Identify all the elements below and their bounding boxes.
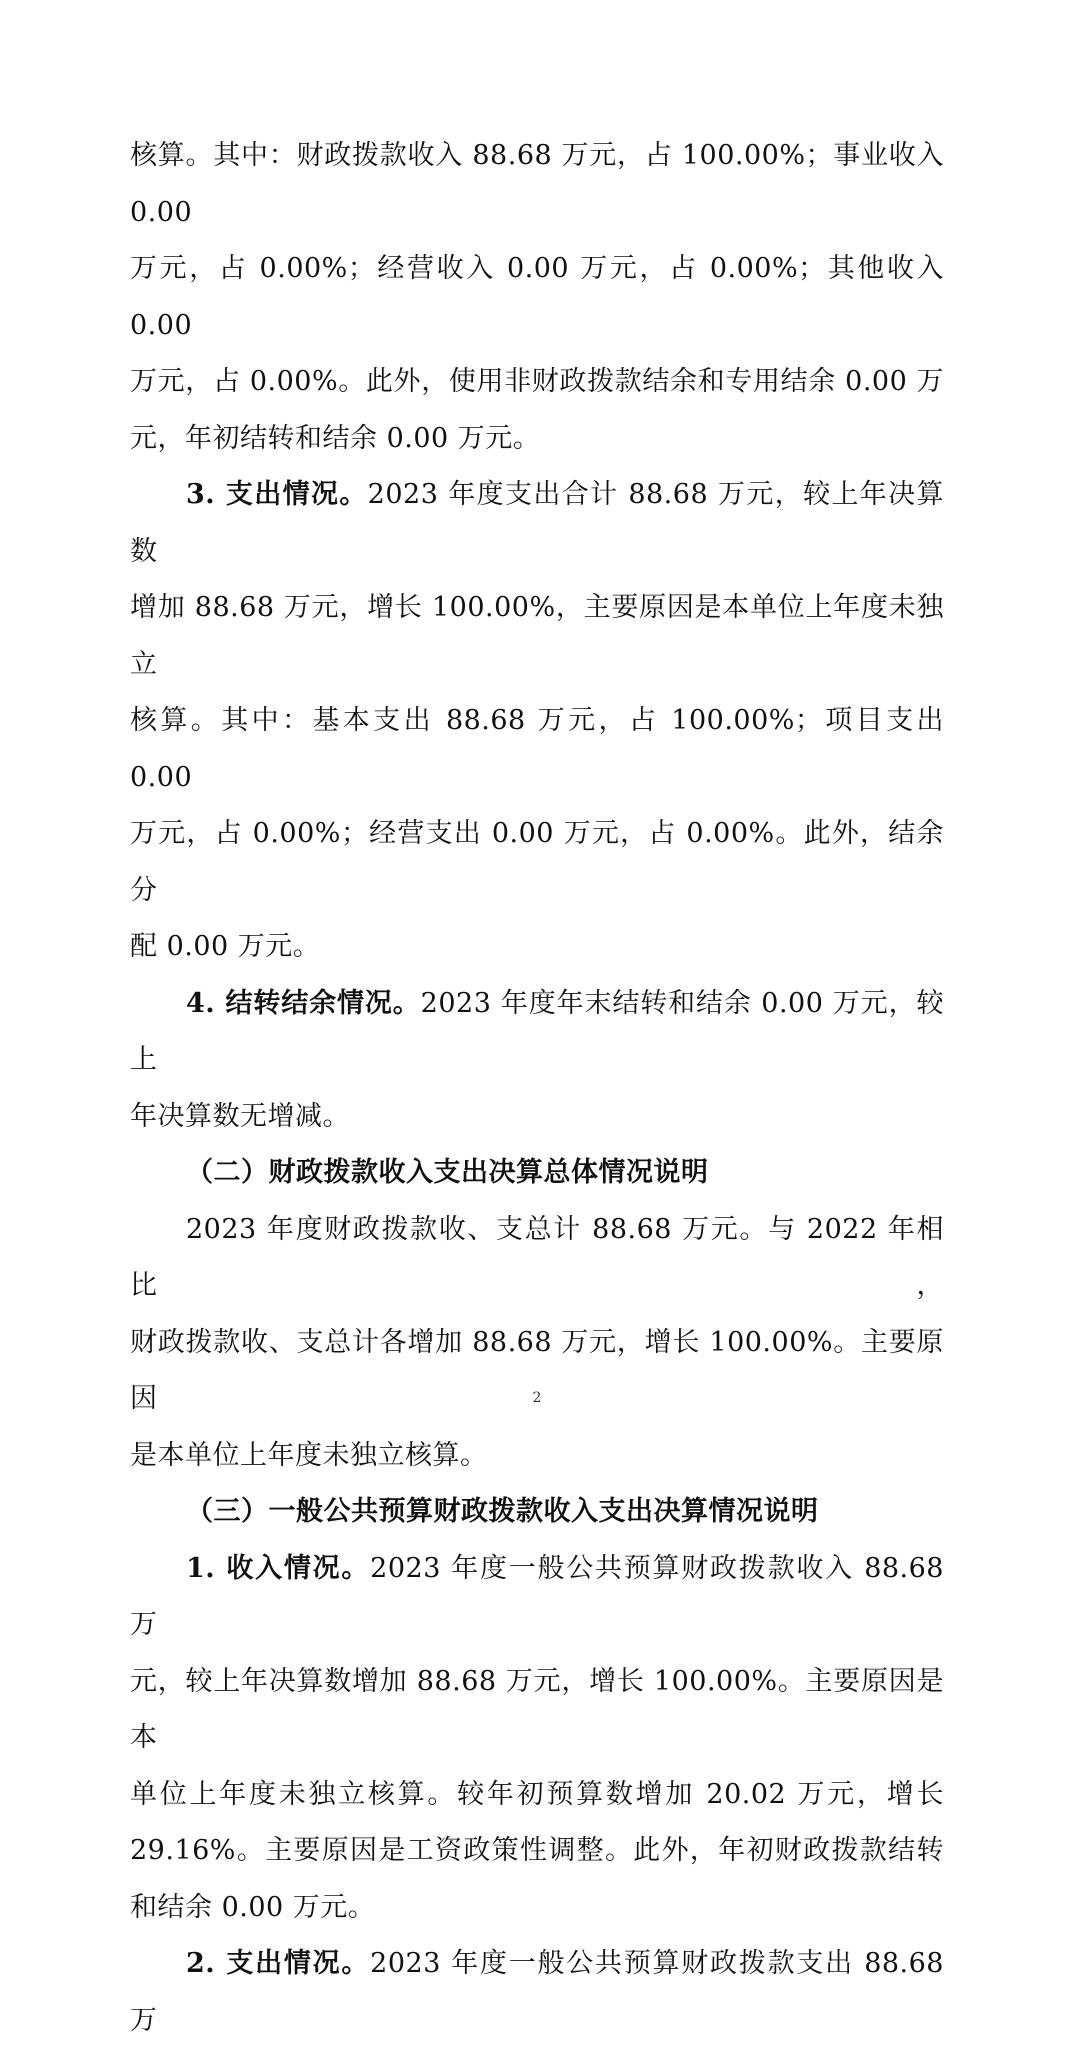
section-heading: （二）财政拨款收入支出决算总体情况说明 — [186, 1157, 709, 1188]
paragraph-general-income — [130, 1541, 944, 1937]
paragraph-fiscal-overview — [130, 1202, 944, 1485]
text-line: 核算。其中：基本支出 88.68 万元，占 100.00%；项目支出 0.00 — [130, 705, 944, 793]
text-line: 增加 88.68 万元，增长 100.00%，主要原因是本单位上年度未独立 — [130, 592, 944, 680]
text-line: 配 0.00 万元。 — [130, 931, 321, 962]
text-run: 2023 年度支出合计 88.68 万元，较上年决算数 — [130, 479, 944, 567]
text-line — [130, 976, 944, 1089]
text-line: 元，较上年决算数增加 88.68 万元，增长 100.00%。主要原因是本 — [130, 1665, 944, 1753]
text-line: 是本单位上年度未独立核算。 — [130, 1439, 488, 1471]
item-heading: 4. 结转结余情况。 — [186, 987, 421, 1019]
text-line: 2023 年度财政拨款收、支总计 88.68 万元。与 2022 年相比， — [130, 1213, 944, 1301]
text-line: 年决算数无增减。 — [130, 1100, 350, 1132]
text-line: 核算。其中：财政拨款收入 88.68 万元，占 100.00%；事业收入 0.00 — [130, 140, 944, 228]
paragraph-expenditure — [130, 467, 944, 976]
text-line: 万元，占 0.00%；经营收入 0.00 万元，占 0.00%；其他收入 0.00 — [130, 253, 944, 341]
text-line: 财政拨款收、支总计各增加 88.68 万元，增长 100.00%。主要原因 — [130, 1326, 944, 1414]
item-heading: 1. 收入情况。 — [186, 1552, 371, 1584]
text-line — [130, 1936, 944, 2049]
text-line: 万元，占 0.00%；经营支出 0.00 万元，占 0.00%。此外，结余分 — [130, 818, 944, 906]
text-line: 元，年初结转和结余 0.00 万元。 — [130, 422, 541, 454]
text-line — [130, 1541, 944, 1654]
text-line — [130, 467, 944, 580]
text-line: 和结余 0.00 万元。 — [130, 1891, 376, 1923]
text-line: 单位上年度未独立核算。较年初预算数增加 20.02 万元，增长 — [130, 1778, 944, 1810]
item-heading: 2. 支出情况。 — [186, 1948, 371, 1979]
text-run: 2023 年度一般公共预算财政拨款收入 88.68 万 — [130, 1552, 944, 1640]
text-line: 29.16%。主要原因是工资政策性调整。此外，年初财政拨款结转 — [130, 1835, 944, 1866]
paragraph-carryover — [130, 976, 944, 1146]
page-number: 2 — [532, 1390, 542, 1406]
text-run: 2023 年度一般公共预算财政拨款支出 88.68 万 — [130, 1948, 944, 2036]
paragraph-general-expenditure — [130, 1936, 944, 2049]
paragraph-income-breakdown — [130, 128, 944, 467]
text-run: 2023 年度年末结转和结余 0.00 万元，较上 — [130, 987, 945, 1075]
section-heading: （三）一般公共预算财政拨款收入支出决算情况说明 — [186, 1496, 819, 1527]
item-heading: 3. 支出情况。 — [186, 479, 368, 510]
text-line: 万元，占 0.00%。此外，使用非财政拨款结余和专用结余 0.00 万 — [130, 366, 944, 397]
page-content — [130, 128, 944, 2049]
